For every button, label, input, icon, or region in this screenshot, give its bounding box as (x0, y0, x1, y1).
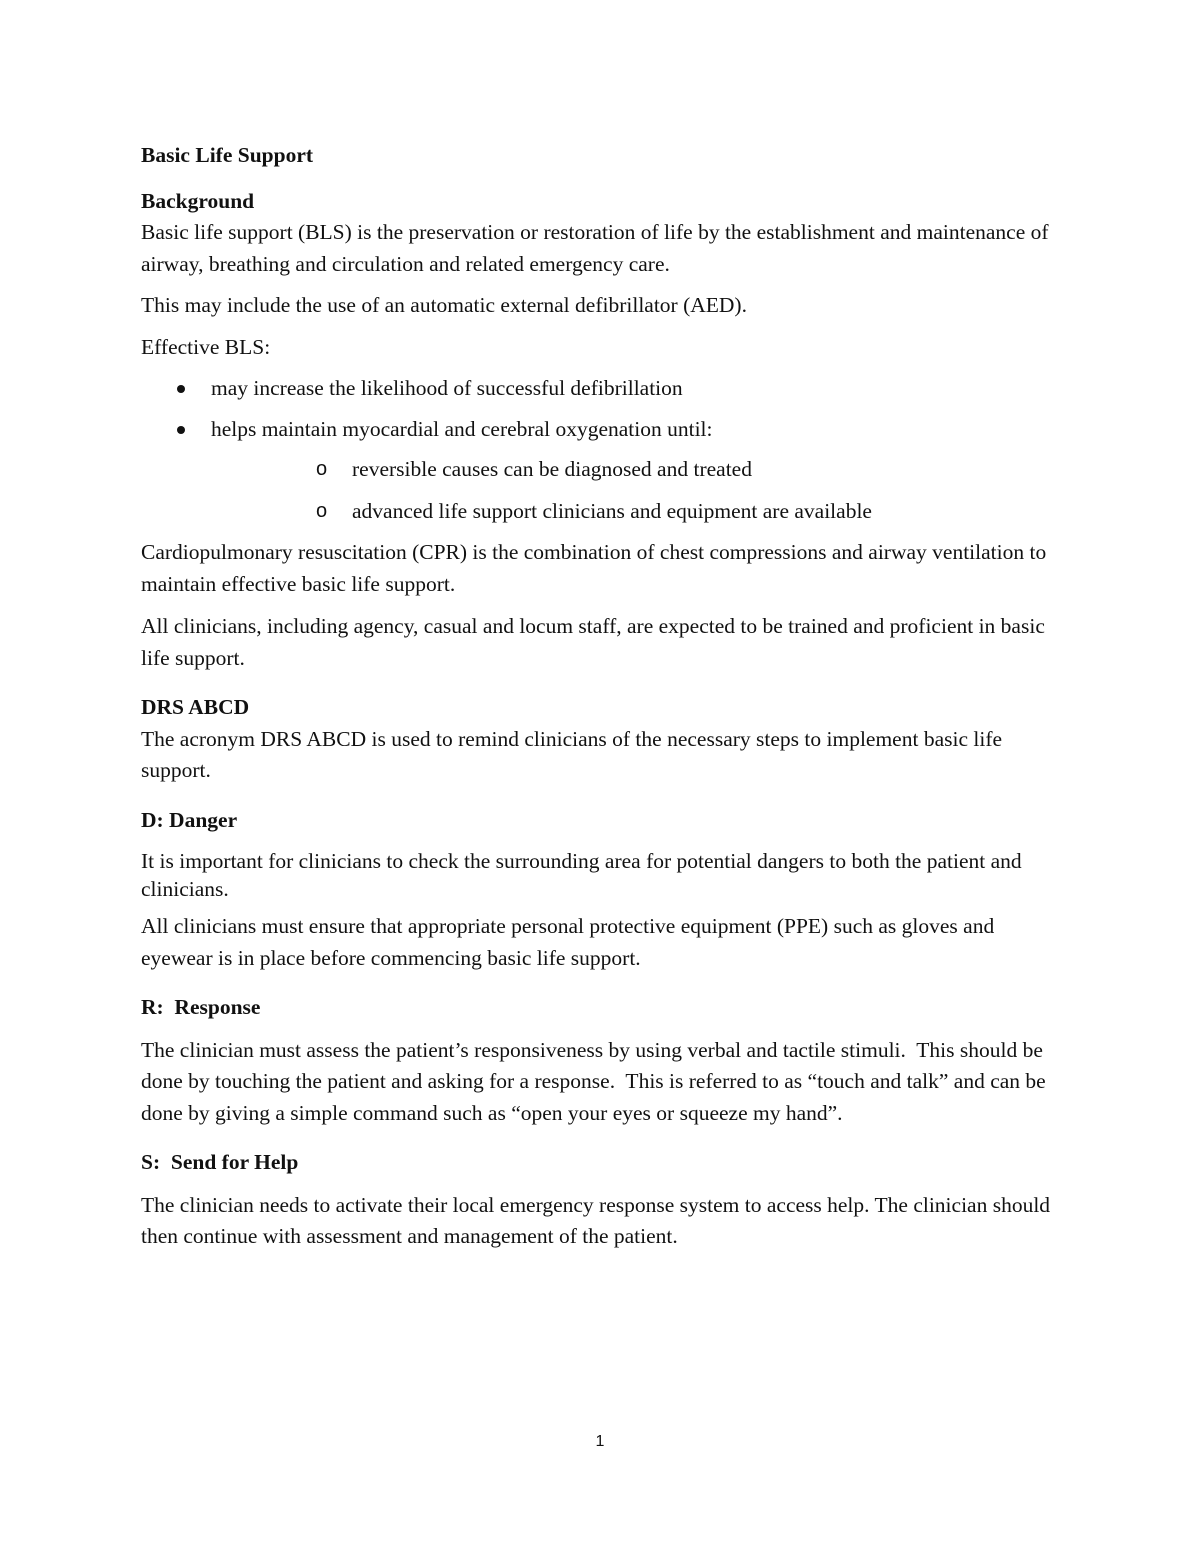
heading-drs-abcd: DRS ABCD (141, 695, 250, 719)
bullet-dot-icon (177, 426, 185, 434)
hollow-circle-icon: o (316, 499, 328, 522)
page-number: 1 (595, 1433, 605, 1450)
sub-bullet-list (211, 454, 1071, 527)
heading-response: R: Response (141, 995, 261, 1019)
heading-background: Background (141, 188, 255, 213)
paragraph: Effective BLS: (141, 334, 271, 359)
paragraph: It is important for clinicians to check the surrounding area for potential dangers to both the patient and clinicians. (141, 849, 1022, 901)
paragraph: Basic life support (BLS) is the preservation or restoration of life by the establishment and maintenance of airway, breathing and circulation and related emergency care. (141, 220, 1049, 276)
bullet-item (141, 373, 1071, 405)
paragraph: This may include the use of an automatic external defibrillator (AED). (141, 293, 747, 317)
paragraph: Cardiopulmonary resuscitation (CPR) is the combination of chest compressions and airway ventilation to maintain effective basic life support. (141, 540, 1047, 596)
heading-send-for-help: S: Send for Help (141, 1150, 299, 1174)
sub-bullet-item (211, 454, 1071, 486)
paragraph: All clinicians, including agency, casual and locum staff, are expected to be trained and proficient in basic life support. (141, 614, 1045, 670)
bullet-text: may increase the likelihood of successful defibrillation (211, 376, 683, 400)
sub-bullet-item (211, 496, 1071, 528)
bullet-text: helps maintain myocardial and cerebral oxygenation until: (211, 416, 713, 441)
sub-bullet-text: reversible causes can be diagnosed and treated (352, 457, 752, 481)
paragraph: All clinicians must ensure that appropriate personal protective equipment (PPE) such as gloves and eyewear is in place before commencing basic life support. (141, 914, 995, 970)
bullet-list (141, 373, 1071, 527)
bullet-item (141, 414, 1071, 528)
paragraph: The clinician needs to activate their local emergency response system to access help. The clinician should then continue with assessment and management of the patient. (141, 1192, 1051, 1248)
heading-danger: D: Danger (141, 807, 238, 832)
bullet-dot-icon (177, 385, 185, 393)
paragraph: The acronym DRS ABCD is used to remind clinicians of the necessary steps to implement basic life support. (141, 726, 1003, 782)
document-body (141, 140, 1071, 1253)
paragraph: The clinician must assess the patient’s responsiveness by using verbal and tactile stimuli. This should be done by touching the patient and asking for a response. This is referred to as “touch and talk” and can be done by giving a simple command such as “open your eyes or squeeze my hand”. (141, 1037, 1052, 1125)
sub-bullet-text: advanced life support clinicians and equipment are available (352, 498, 872, 523)
document-title: Basic Life Support (141, 143, 314, 167)
hollow-circle-icon: o (316, 458, 328, 480)
